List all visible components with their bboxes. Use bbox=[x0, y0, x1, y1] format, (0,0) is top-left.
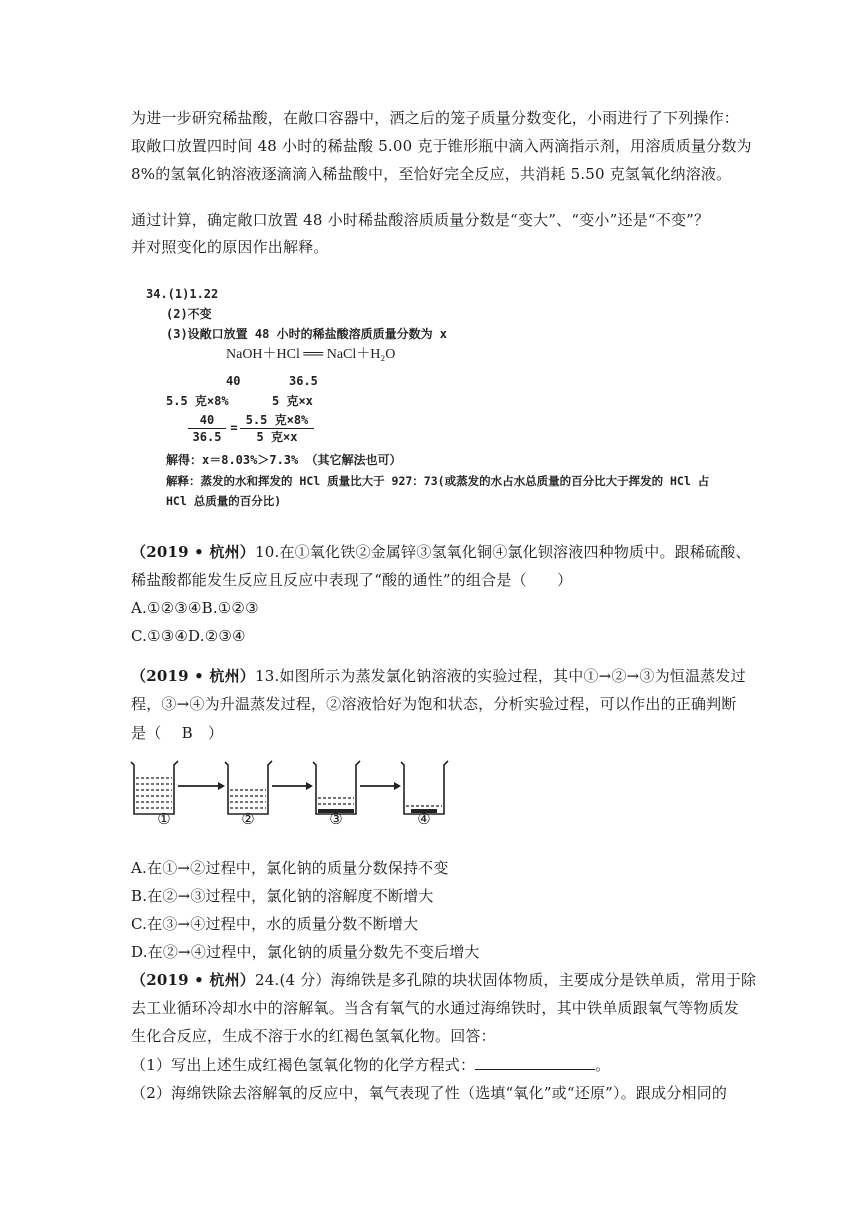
q13-option-b: B.在②→③过程中，氯化钠的溶解度不断增大 bbox=[131, 887, 434, 905]
fraction-left-numerator: 40 bbox=[199, 413, 215, 427]
q13-line-1 bbox=[131, 666, 746, 686]
q13-line-3: 是（ B ） bbox=[131, 724, 224, 742]
q24-text-1: 24.(4 分）海绵铁是多孔隙的块状固体物质，主要成分是铁单质，常用于除 bbox=[254, 971, 757, 989]
q10-line-1 bbox=[131, 542, 751, 562]
beaker-3 bbox=[313, 761, 360, 814]
amount-naoh: 5.5 克×8% bbox=[166, 394, 229, 408]
q24-line-2: 去工业循环冷却水中的溶解氧。当含有氧气的水通过海绵铁时，其中铁单质跟氧气等物质发 bbox=[131, 999, 740, 1017]
beaker-label-3: ③ bbox=[329, 810, 343, 828]
q24-sub-1-text: （1）写出上述生成红褐色氢氧化物的化学方程式： bbox=[131, 1056, 476, 1074]
q13-option-a: A.在①→②过程中，氯化钠的质量分数保持不变 bbox=[131, 859, 449, 877]
fraction-left-denominator: 36.5 bbox=[192, 430, 222, 444]
fraction-right-bar bbox=[240, 428, 314, 429]
q13-line-2: 程，③→④为升温蒸发过程，②溶液恰好为饱和状态，分析实验过程，可以作出的正确判断 bbox=[131, 695, 737, 713]
answer-line-3: (3)设敞口放置 48 小时的稀盐酸溶质质量分数为 x bbox=[166, 327, 448, 341]
question-line-2: 并对照变化的原因作出解释。 bbox=[131, 238, 329, 256]
answer-blank bbox=[475, 1055, 595, 1070]
beaker-label-4: ④ bbox=[417, 810, 431, 828]
evaporation-diagram bbox=[128, 756, 458, 828]
fraction-right-numerator: 5.5 克×8% bbox=[245, 413, 309, 427]
molar-mass-hcl: 36.5 bbox=[289, 374, 318, 388]
q24-line-3: 生化合反应，生成不溶于水的红褐色氢氧化物。回答： bbox=[131, 1027, 496, 1045]
chemical-equation: NaOH＋HCl ══ NaCl＋H₂O bbox=[226, 347, 396, 362]
q24-line-1 bbox=[131, 970, 756, 990]
solution-line: 解得：x＝8.03%＞7.3% （其它解法也可） bbox=[166, 453, 402, 467]
molar-mass-naoh: 40 bbox=[226, 374, 241, 388]
fraction-left-bar bbox=[188, 428, 226, 429]
explanation-line-2: HCl 总质量的百分比) bbox=[166, 494, 282, 508]
explanation-line-1: 解释：蒸发的水和挥发的 HCl 质量比大于 927：73(或蒸发的水占水总质量的百分比大于挥发的 HCl 占 bbox=[166, 474, 710, 488]
amount-hcl: 5 克×x bbox=[272, 394, 313, 408]
answer-line-1: 34.(1)1.22 bbox=[146, 287, 219, 301]
intro-line-2: 取敞口放置四时间 48 小时的稀盐酸 5.00 克于锥形瓶中滴入两滴指示剂，用溶质质量分数为 bbox=[131, 137, 752, 155]
q10-options-cd: C.①③④D.②③④ bbox=[131, 627, 246, 645]
q10-line-2: 稀盐酸都能发生反应且反应中表现了“酸的通性”的组合是（ ） bbox=[131, 571, 573, 589]
beaker-1 bbox=[131, 761, 178, 814]
answer-line-2: (2)不变 bbox=[166, 307, 212, 321]
q24-sub-2: （2）海绵铁除去溶解氧的反应中，氧气表现了性（选填“氧化”或“还原”）。跟成分相同的 bbox=[131, 1084, 728, 1102]
question-line-1: 通过计算，确定敞口放置 48 小时稀盐酸溶质质量分数是“变大”、“变小”还是“不变”？ bbox=[131, 211, 710, 229]
q13-option-c: C.在③→④过程中，水的质量分数不断增大 bbox=[131, 915, 419, 933]
fraction-equals: = bbox=[230, 421, 238, 435]
intro-line-3: 8%的氢氧化钠溶液逐滴滴入稀盐酸中，至恰好完全反应，共消耗 5.50 克氢氧化纳溶液。 bbox=[131, 165, 732, 183]
fraction-right-denominator: 5 克×x bbox=[256, 430, 298, 444]
q24-sub-1-end: 。 bbox=[595, 1056, 611, 1074]
beaker-label-2: ② bbox=[241, 810, 255, 828]
q24-sub-1 bbox=[131, 1055, 610, 1075]
q10-options-ab: A.①②③④B.①②③ bbox=[131, 599, 259, 617]
beaker-2 bbox=[225, 761, 272, 814]
q24-source: （2019 • 杭州） bbox=[131, 971, 255, 989]
q10-text-1: 10.在①氧化铁②金属锌③氢氧化铜④氯化钡溶液四种物质中。跟稀硫酸、 bbox=[254, 543, 751, 561]
q10-source: （2019 • 杭州） bbox=[131, 543, 255, 561]
beaker-4 bbox=[401, 761, 448, 814]
q13-source: （2019 • 杭州） bbox=[131, 667, 255, 685]
intro-line-1: 为进一步研究稀盐酸，在敞口容器中，洒之后的笼子质量分数变化，小雨进行了下列操作： bbox=[131, 109, 740, 127]
q13-option-d: D.在②→④过程中，氯化钠的质量分数先不变后增大 bbox=[131, 943, 480, 961]
q13-text-1: 13.如图所示为蒸发氯化钠溶液的实验过程，其中①→②→③为恒温蒸发过 bbox=[254, 667, 746, 685]
beaker-label-1: ① bbox=[157, 810, 171, 828]
